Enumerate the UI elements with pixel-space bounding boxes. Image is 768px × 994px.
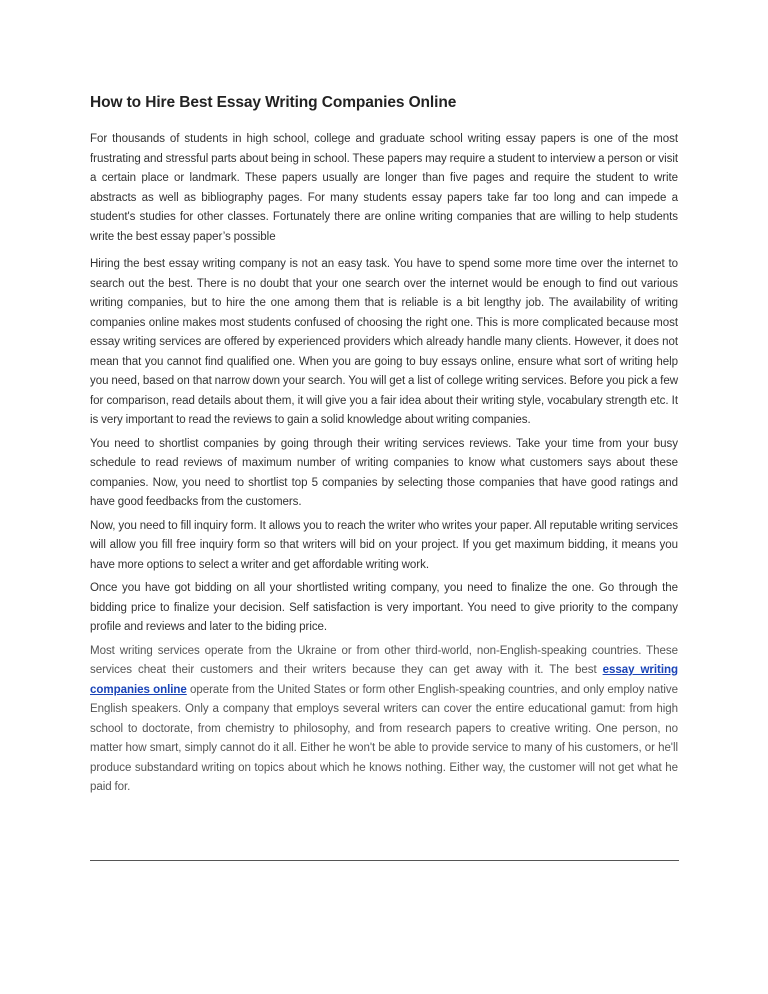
essay-writing-companies-link[interactable]: essay writing companies online xyxy=(90,664,678,696)
paragraph-finalize: Once you have got bidding on all your shortlisted writing company, you need to finalize the one. Go through the bidding price to finalize your decision. Self satisfaction is very important. You need to give priority to the company profile and reviews and later to the biding price. xyxy=(90,582,678,633)
document-body xyxy=(90,130,678,798)
paragraph-shortlist: You need to shortlist companies by going through their writing services reviews. Take your time from your busy schedule to read reviews of maximum number of writing companies to know what customers says about these companies. Now, you need to shortlist top 5 companies by selecting those companies that have good ratings and have good feedbacks from the customers. xyxy=(90,437,678,508)
paragraph-text-before-link: Most writing services operate from the Ukraine or from other third-world, non-English-speaking countries. These services cheat their customers and their writers because they can get away with it. The best xyxy=(90,644,678,676)
footer-divider xyxy=(90,860,679,861)
paragraph-inquiry: Now, you need to fill inquiry form. It allows you to reach the writer who writes your paper. All reputable writing services will allow you fill free inquiry form so that writers will bid on your project. If you get maximum bidding, it means you have more options to select a writer and get affordable writing work. xyxy=(90,519,678,571)
paragraph-intro: For thousands of students in high school, college and graduate school writing essay papers is one of the most frustrating and stressful parts about being in school. These papers may require a student to interview a person or visit a certain place or landmark. These papers usually are longer than five pages and require the student to write abstracts as well as bibliography pages. For many students essay papers take far too long and can impede a student's studies for other classes. Fortunately there are online writing companies that are willing to help students write the best essay paper’s possible xyxy=(90,133,678,243)
document-title: How to Hire Best Essay Writing Companies Online xyxy=(90,94,457,111)
paragraph-text-after-link: operate from the United States or form other English-speaking countries, and only employ native English speakers. Only a company that employs several writers can cover the entire educational gamut: from high school to doctorate, from chemistry to philosophy, and from research papers to creative writing. One person, no matter how smart, simply cannot do it all. Either he won't be able to provide service to many of his customers, or he'll produce substandard writing on topics about which he knows nothing. Either way, the customer will not get what he paid for. xyxy=(90,683,679,793)
paragraph-writing-services xyxy=(90,642,678,798)
paragraph-hiring: Hiring the best essay writing company is not an easy task. You have to spend some more time over the internet to search out the best. There is no doubt that your one search over the internet would be enough to find out various writing companies, but to hire the one among them that is reliable is a bit lengthy job. The availability of writing companies online makes most students confused of choosing the right one. This is more complicated because most essay writing services are offered by experienced providers which already handle many clients. However, it does not mean that you cannot find qualified one. When you are going to buy essays online, ensure what sort of writing help you need, based on that narrow down your search. You will get a list of college writing services. Before you pick a few for comparison, read details about them, it will give you a fair idea about their writing style, vocabulary strength etc. It is very important to read the reviews to gain a solid knowledge about writing companies. xyxy=(90,258,678,426)
